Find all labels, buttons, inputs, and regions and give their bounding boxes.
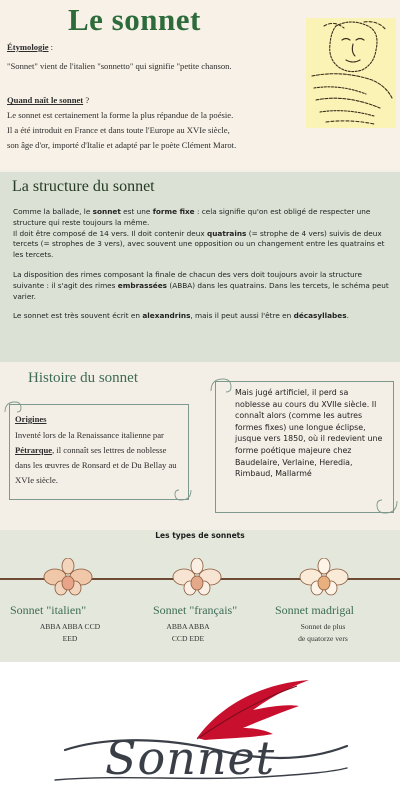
origins-paragraph: Inventé lors de la Renaissance italienne par Pétrarque, il connaît ses lettres de noblesse dans les œuvres de Ronsard et de Du Bellay au XVIe siècle.: [15, 430, 177, 485]
intro-text: [7, 40, 297, 153]
logo-text: Sonnet: [105, 731, 276, 785]
birth-heading-line: Quand naît le sonnet ?: [7, 95, 90, 105]
etymology-heading-line: Étymologie :: [7, 42, 54, 52]
structure-paragraph: La disposition des rimes composant la finale de chacun des vers doit toujours avoir la structure suivante : il s'agit des rimes embrassées (ABBA) dans les quatrains. Dans les tercets, le schéma peut varier.: [13, 269, 389, 301]
type-desc-madrigal: Sonnet de plus de quatorze vers: [298, 622, 348, 643]
orchid-icon: [43, 558, 93, 598]
birth-line: Le sonnet est certainement la forme la plus répandue de la poésie.: [7, 110, 234, 120]
history-heading: Histoire du sonnet: [28, 370, 138, 386]
etymology-heading: Étymologie: [7, 42, 49, 52]
sonnet-logo: [47, 676, 353, 796]
structure-heading: La structure du sonnet: [12, 178, 155, 195]
types-heading: Les types de sonnets: [155, 531, 245, 540]
calligram-portrait-image: [306, 18, 396, 128]
orchid-icon: [172, 558, 222, 598]
birth-line: Il a été introduit en France et dans toute l'Europe au XVIe siècle,: [7, 125, 230, 135]
birth-line: son âge d'or, importé d'Italie et adapté par le poète Clément Marot.: [7, 140, 237, 150]
origins-heading: Origines: [15, 414, 47, 424]
orchid-icon: [299, 558, 349, 598]
page-title: Le sonnet: [68, 2, 201, 37]
type-desc-french: ABBA ABBA CCD EDE: [166, 622, 210, 643]
type-desc-italian: ABBA ABBA CCD EED: [39, 622, 101, 643]
type-name-madrigal: Sonnet madrigal: [275, 603, 354, 617]
history-text: Mais jugé artificiel, il perd sa noblesse au cours du XVIIe siècle. Il connaît alors (comme les autres formes fixes) une longue éclipse, jusque vers 1850, où il redevient une forme poétique majeure chez Baudelaire, Verlaine, Heredia, Rimbaud, Mallarmé: [235, 388, 383, 479]
structure-text: [13, 207, 391, 331]
birth-heading: Quand naît le sonnet: [7, 95, 84, 105]
structure-paragraph: Comme la ballade, le sonnet est une forme fixe : cela signifie qu'on est obligé de respecter une structure qui reste toujours la même. Il doit être composé de 14 vers. Il doit contenir deux quatrains (= strophe de 4 vers) suivis de deux tercets (= strophes de 3 vers), avec souvent une opposition ou un changement entre les quatrains et les tercets.: [13, 207, 385, 260]
etymology-text: "Sonnet" vient de l'italien "sonnetto" qui signifie "petite chanson.: [7, 61, 232, 71]
type-name-italian: Sonnet "italien": [10, 603, 87, 617]
structure-paragraph: Le sonnet est très souvent écrit en alexandrins, mais il peut aussi l'être en décasyllabes.: [13, 311, 349, 321]
type-name-french: Sonnet "français": [153, 603, 238, 617]
origins-text: [15, 412, 183, 488]
